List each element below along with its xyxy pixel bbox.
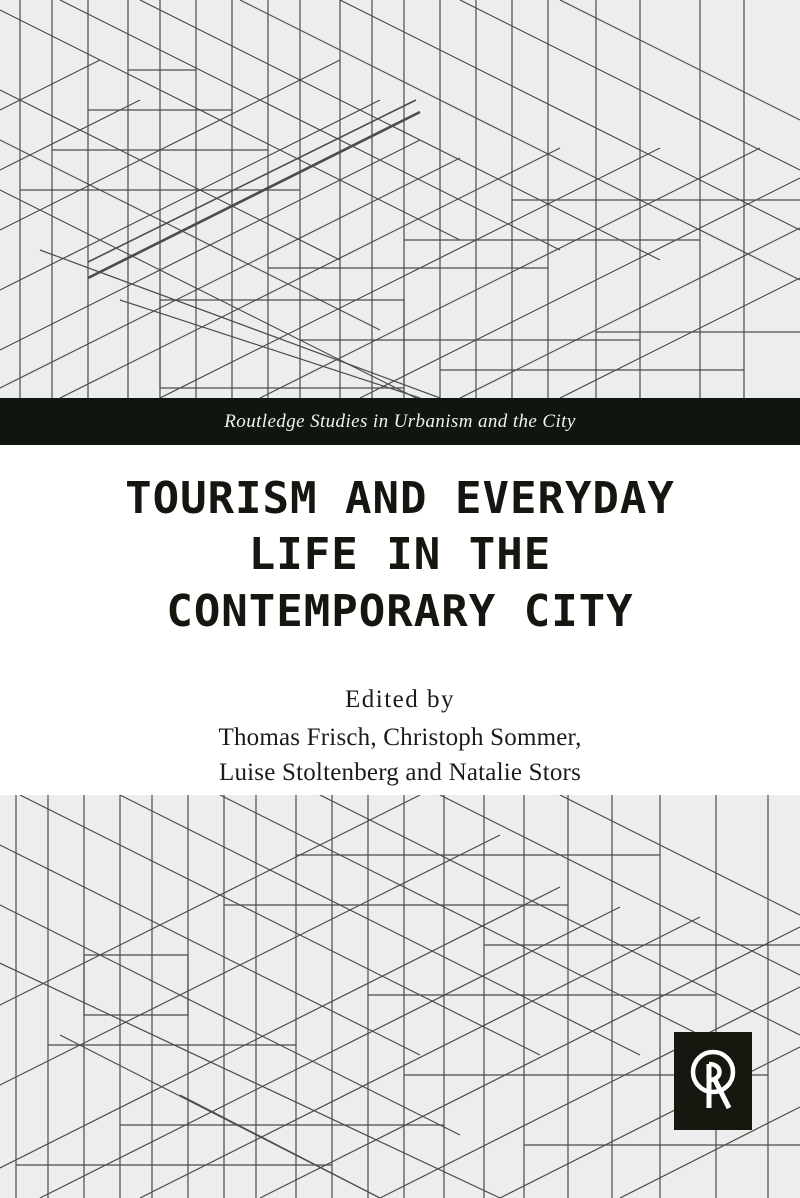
- editor-line-2: Luise Stoltenberg and Natalie Stors: [218, 759, 582, 787]
- title-block: [0, 445, 800, 795]
- editors-block: [218, 686, 581, 791]
- page-title: [125, 471, 675, 640]
- series-title: Routledge Studies in Urbanism and the City: [224, 410, 576, 432]
- edited-by-label: Edited by: [344, 685, 455, 713]
- series-band: [0, 398, 800, 445]
- publisher-logo: [674, 1032, 752, 1130]
- editor-line-1: Thomas Frisch, Christoph Sommer,: [218, 723, 582, 751]
- cover-artwork-bottom: [0, 795, 800, 1198]
- title-line-1: TOURISM AND EVERYDAY: [125, 473, 675, 524]
- title-line-2: LIFE IN THE: [248, 529, 552, 581]
- cover-artwork-top: [0, 0, 800, 398]
- title-line-3: CONTEMPORARY CITY: [166, 585, 634, 637]
